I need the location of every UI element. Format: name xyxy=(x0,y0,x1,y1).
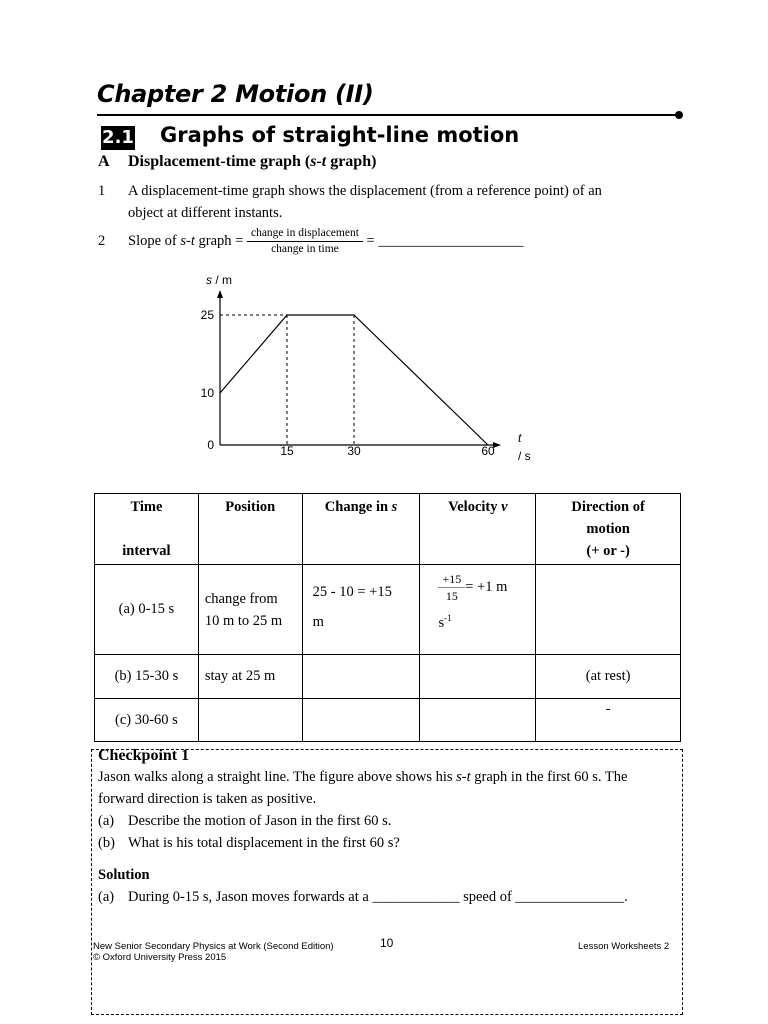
solution-a-text: During 0-15 s, Jason moves forwards at a ____________ speed of _______________. xyxy=(128,889,628,905)
checkpoint-intro: Jason walks along a straight line. The figure above shows his s-t graph in the first 60 s. The forward direction is taken as positive. xyxy=(98,769,628,807)
question-a-text: Describe the motion of Jason in the first 60 s. xyxy=(128,813,392,829)
footer-publisher: New Senior Secondary Physics at Work (Second Edition) © Oxford University Press 2015 xyxy=(93,941,334,963)
chapter-rule-end-dot xyxy=(675,111,683,119)
cell-position xyxy=(198,699,302,742)
cell-interval: (a) 0-15 s xyxy=(95,565,199,655)
cell-change xyxy=(302,699,420,742)
section-number-badge: 2.1 xyxy=(102,127,134,148)
table-row xyxy=(95,655,681,699)
cell-velocity xyxy=(420,655,536,699)
solution-a-label: (a) xyxy=(98,889,115,905)
question-b-text: What is his total displacement in the first 60 s? xyxy=(128,835,400,851)
cell-change: 25 - 10 = +15 m xyxy=(302,565,420,655)
point-2-number: 2 xyxy=(98,233,106,249)
solution-label: Solution xyxy=(98,867,150,883)
displacement-time-graph xyxy=(190,270,550,465)
y-axis-arrow xyxy=(217,290,223,298)
cell-interval: (c) 30-60 s xyxy=(95,699,199,742)
x-tick-label-30: 30 xyxy=(347,444,361,458)
question-a-label: (a) xyxy=(98,813,115,829)
table-row xyxy=(95,565,681,655)
question-b-label: (b) xyxy=(98,835,115,851)
cell-velocity xyxy=(420,699,536,742)
cell-change xyxy=(302,655,420,699)
answer-blank: ____________________ xyxy=(378,232,524,249)
header-position: Position xyxy=(198,494,302,565)
cell-direction xyxy=(536,565,681,655)
page-number: 10 xyxy=(380,936,394,950)
point-1-number: 1 xyxy=(98,183,106,199)
x-tick-label-60: 60 xyxy=(481,444,495,458)
header-direction: Direction of motion (+ or -) xyxy=(536,494,681,565)
y-tick-label-0: 0 xyxy=(207,438,214,452)
y-tick-label-10: 10 xyxy=(200,386,214,400)
y-tick-label-25: 25 xyxy=(200,308,214,322)
footer-worksheet: Lesson Worksheets 2 xyxy=(578,941,670,952)
subsection-letter: A xyxy=(98,153,110,170)
point-1-text: A displacement-time graph shows the displacement (from a reference point) of an object at different instants. xyxy=(128,183,602,221)
table-header-row xyxy=(95,494,681,565)
checkpoint-title: Checkpoint 1 xyxy=(98,747,190,764)
cell-direction: - xyxy=(536,699,681,742)
subsection-title: Displacement-time graph (s-t graph) xyxy=(128,153,377,170)
velocity-table xyxy=(94,493,681,742)
x-tick-label-15: 15 xyxy=(280,444,294,458)
chapter-rule xyxy=(97,114,677,116)
section-title: Graphs of straight-line motion xyxy=(160,123,520,147)
slope-fraction: $\frac{\text{change in displacement}}{\text{change in time}}$ xyxy=(247,226,363,257)
chapter-title: Chapter 2 Motion (II) xyxy=(97,80,374,108)
x-axis-label-unit: / s xyxy=(518,449,531,463)
header-velocity: Velocity v xyxy=(420,494,536,565)
cell-direction: (at rest) xyxy=(536,655,681,699)
header-change-in-s: Change in s xyxy=(302,494,420,565)
cell-velocity: $\frac{+15}{15}$ = +1 m $s^{-1}$ xyxy=(420,565,536,655)
cell-interval: (b) 15-30 s xyxy=(95,655,199,699)
point-2-text: Slope of s-t graph = $\frac{\text{change in displacement}}{\text{change in time}}$ = ____________________ xyxy=(128,227,524,255)
cell-position: stay at 25 m xyxy=(198,655,302,699)
table-row xyxy=(95,699,681,742)
header-time-interval: Time interval xyxy=(95,494,199,565)
cell-position: change from 10 m to 25 m xyxy=(198,565,302,655)
x-axis-label-var: t xyxy=(518,431,522,445)
y-axis-label: s / m xyxy=(206,273,232,287)
